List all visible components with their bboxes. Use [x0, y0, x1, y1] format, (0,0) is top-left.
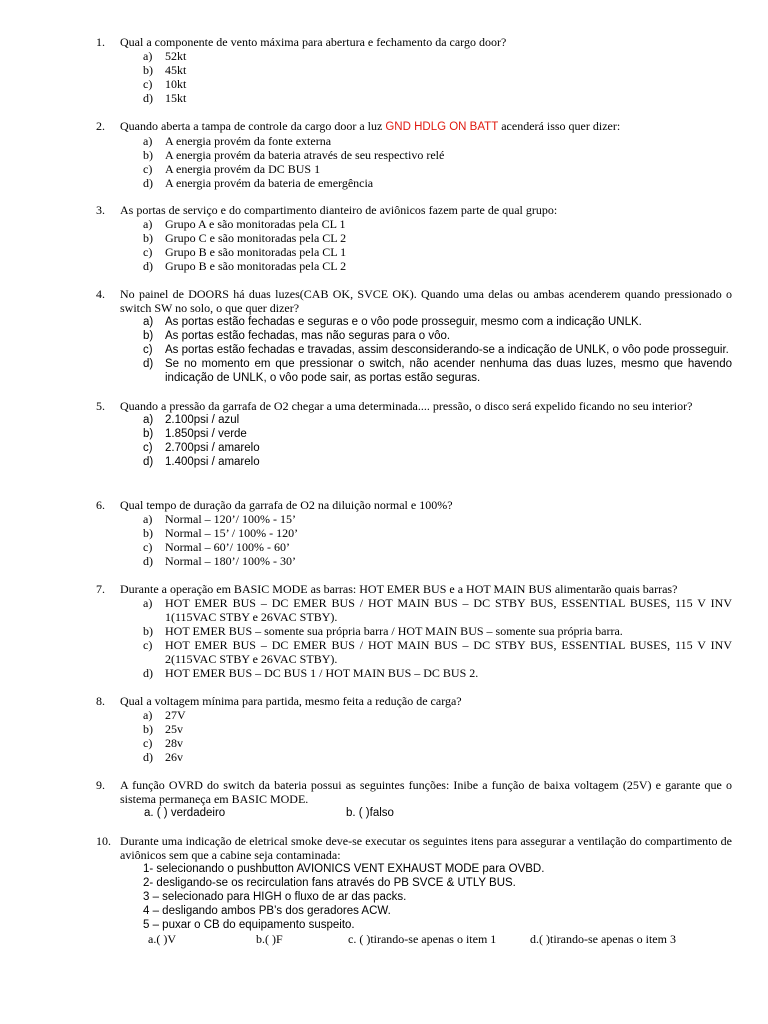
- option: a) Grupo A e são monitoradas pela CL 1: [143, 217, 346, 231]
- question-text: Quando a pressão da garrafa de O2 chegar a uma determinada.... pressão, o disco será expelido ficando no seu interior?: [120, 399, 693, 413]
- options-list: [143, 315, 732, 385]
- option: a) As portas estão fechadas e seguras e o vôo pode prosseguir, mesmo com a indicação UNLK.: [143, 316, 642, 328]
- question-1: [96, 35, 732, 105]
- question-text: Durante uma indicação de eletrical smoke deve-se executar os seguintes itens para assegurar a ventilação do compartimento de aviônicos sem que a cabine seja contaminada:: [120, 834, 732, 862]
- options-list: [143, 49, 732, 105]
- options-list: [143, 596, 732, 680]
- question-10: [96, 834, 732, 946]
- question-text: Qual tempo de duração da garrafa de O2 na diluição normal e 100%?: [120, 498, 453, 512]
- option: d) 26v: [143, 750, 183, 764]
- option: a) Normal – 120’/ 100% - 15’: [143, 512, 296, 526]
- question-text: A função OVRD do switch da bateria possui as seguintes funções: Inibe a função de baixa voltagem (25V) e garante que o sistema permaneça em BASIC MODE.: [120, 778, 732, 806]
- steps-list: [143, 862, 732, 932]
- option: b) 25v: [143, 722, 183, 736]
- option: b) A energia provém da bateria através de seu respectivo relé: [143, 148, 445, 162]
- option: d) 15kt: [143, 91, 187, 105]
- question-text: Qual a componente de vento máxima para abertura e fechamento da cargo door?: [120, 35, 507, 49]
- option: c) 10kt: [143, 77, 187, 91]
- question-3: [96, 203, 732, 273]
- question-text: Qual a voltagem mínima para partida, mesmo feita a redução de carga?: [120, 694, 462, 708]
- question-6: [96, 498, 732, 568]
- step-item: 2- desligando-se os recirculation fans através do PB SVCE & UTLY BUS.: [143, 877, 516, 889]
- answer-true[interactable]: a. ( ) verdadeiro: [144, 807, 226, 819]
- option: b) As portas estão fechadas, mas não seguras para o vôo.: [143, 330, 451, 342]
- option: c) As portas estão fechadas e travadas, assim desconsiderando-se a indicação de UNLK, o vôo pode prosseguir.: [143, 344, 729, 356]
- option: b) Normal – 15’ / 100% - 120’: [143, 526, 299, 540]
- question-text: Quando aberta a tampa de controle da cargo door a luz GND HDLG ON BATT acenderá isso quer dizer:: [120, 119, 621, 133]
- question-number: 1.: [96, 35, 105, 49]
- question-number: 6.: [96, 498, 105, 512]
- options-list: [143, 708, 732, 764]
- option: b) HOT EMER BUS – somente sua própria barra / HOT MAIN BUS – somente sua própria barra.: [143, 624, 623, 638]
- options-list: [143, 413, 732, 469]
- step-item: 1- selecionando o pushbutton AVIONICS VENT EXHAUST MODE para OVBD.: [143, 863, 545, 875]
- option: c) 28v: [143, 736, 183, 750]
- question-number: 10.: [96, 834, 111, 848]
- option: a) HOT EMER BUS – DC EMER BUS / HOT MAIN BUS – DC STBY BUS, ESSENTIAL BUSES, 115 V INV 1(115VAC STBY e 26VAC STBY).: [143, 596, 732, 624]
- question-number: 3.: [96, 203, 105, 217]
- option: b) Grupo C e são monitoradas pela CL 2: [143, 231, 347, 245]
- option: c) Grupo B e são monitoradas pela CL 1: [143, 245, 347, 259]
- question-7: [96, 582, 732, 680]
- true-false-answers: [96, 806, 732, 820]
- option: a) 52kt: [143, 49, 187, 63]
- question-4: [96, 287, 732, 385]
- question-9: [96, 778, 732, 820]
- answer-b[interactable]: b.( )F: [256, 932, 283, 946]
- question-text: As portas de serviço e do compartimento dianteiro de aviônicos fazem parte de qual grupo:: [120, 203, 558, 217]
- option: a) A energia provém da fonte externa: [143, 134, 332, 148]
- warning-light-label: GND HDLG ON BATT: [385, 121, 499, 133]
- question-number: 7.: [96, 582, 105, 596]
- step-item: 5 – puxar o CB do equipamento suspeito.: [143, 919, 355, 931]
- option: d) Grupo B e são monitoradas pela CL 2: [143, 259, 347, 273]
- options-list: [143, 217, 732, 273]
- option: c) A energia provém da DC BUS 1: [143, 162, 321, 176]
- option: d) HOT EMER BUS – DC BUS 1 / HOT MAIN BUS – DC BUS 2.: [143, 666, 479, 680]
- option: d) Normal – 180’/ 100% - 30’: [143, 554, 296, 568]
- question-number: 8.: [96, 694, 105, 708]
- step-item: 4 – desligando ambos PB’s dos geradores ACW.: [143, 905, 391, 917]
- answer-c[interactable]: c. ( )tirando-se apenas o item 1: [348, 932, 497, 946]
- answer-a[interactable]: a.( )V: [148, 932, 176, 946]
- option: c) HOT EMER BUS – DC EMER BUS / HOT MAIN BUS – DC STBY BUS, ESSENTIAL BUSES, 115 V INV 2(115VAC STBY e 26VAC STBY).: [143, 638, 732, 666]
- option: b) 1.850psi / verde: [143, 428, 247, 440]
- question-5: [96, 399, 732, 469]
- question-8: [96, 694, 732, 764]
- options-list: [143, 134, 732, 190]
- answer-false[interactable]: b. ( )falso: [346, 807, 394, 819]
- option: a) 2.100psi / azul: [143, 414, 240, 426]
- option: c) Normal – 60’/ 100% - 60’: [143, 540, 290, 554]
- question-2: [96, 119, 732, 190]
- question-number: 9.: [96, 778, 105, 792]
- question-number: 5.: [96, 399, 105, 413]
- question-number: 4.: [96, 287, 105, 301]
- step-item: 3 – selecionado para HIGH o fluxo de ar das packs.: [143, 891, 407, 903]
- question-number: 2.: [96, 119, 105, 133]
- question-text: No painel de DOORS há duas luzes(CAB OK, SVCE OK). Quando uma delas ou ambas acenderem quando pressionado o switch SW no solo, o que quer dizer?: [120, 287, 732, 315]
- question-text: Durante a operação em BASIC MODE as barras: HOT EMER BUS e a HOT MAIN BUS alimentarão quais barras?: [120, 582, 678, 596]
- answer-d[interactable]: d.( )tirando-se apenas o item 3: [530, 932, 676, 946]
- answer-choices: [96, 932, 732, 946]
- option: a) 27V: [143, 708, 186, 722]
- option: d) Se no momento em que pressionar o switch, não acender nenhuma das duas luzes, mesmo que havendo indicação de UNLK, o vôo pode sair, as portas estão seguras.: [143, 358, 732, 384]
- option: d) A energia provém da bateria de emergência: [143, 176, 374, 190]
- option: d) 1.400psi / amarelo: [143, 456, 260, 468]
- option: b) 45kt: [143, 63, 187, 77]
- option: c) 2.700psi / amarelo: [143, 442, 260, 454]
- options-list: [143, 512, 732, 568]
